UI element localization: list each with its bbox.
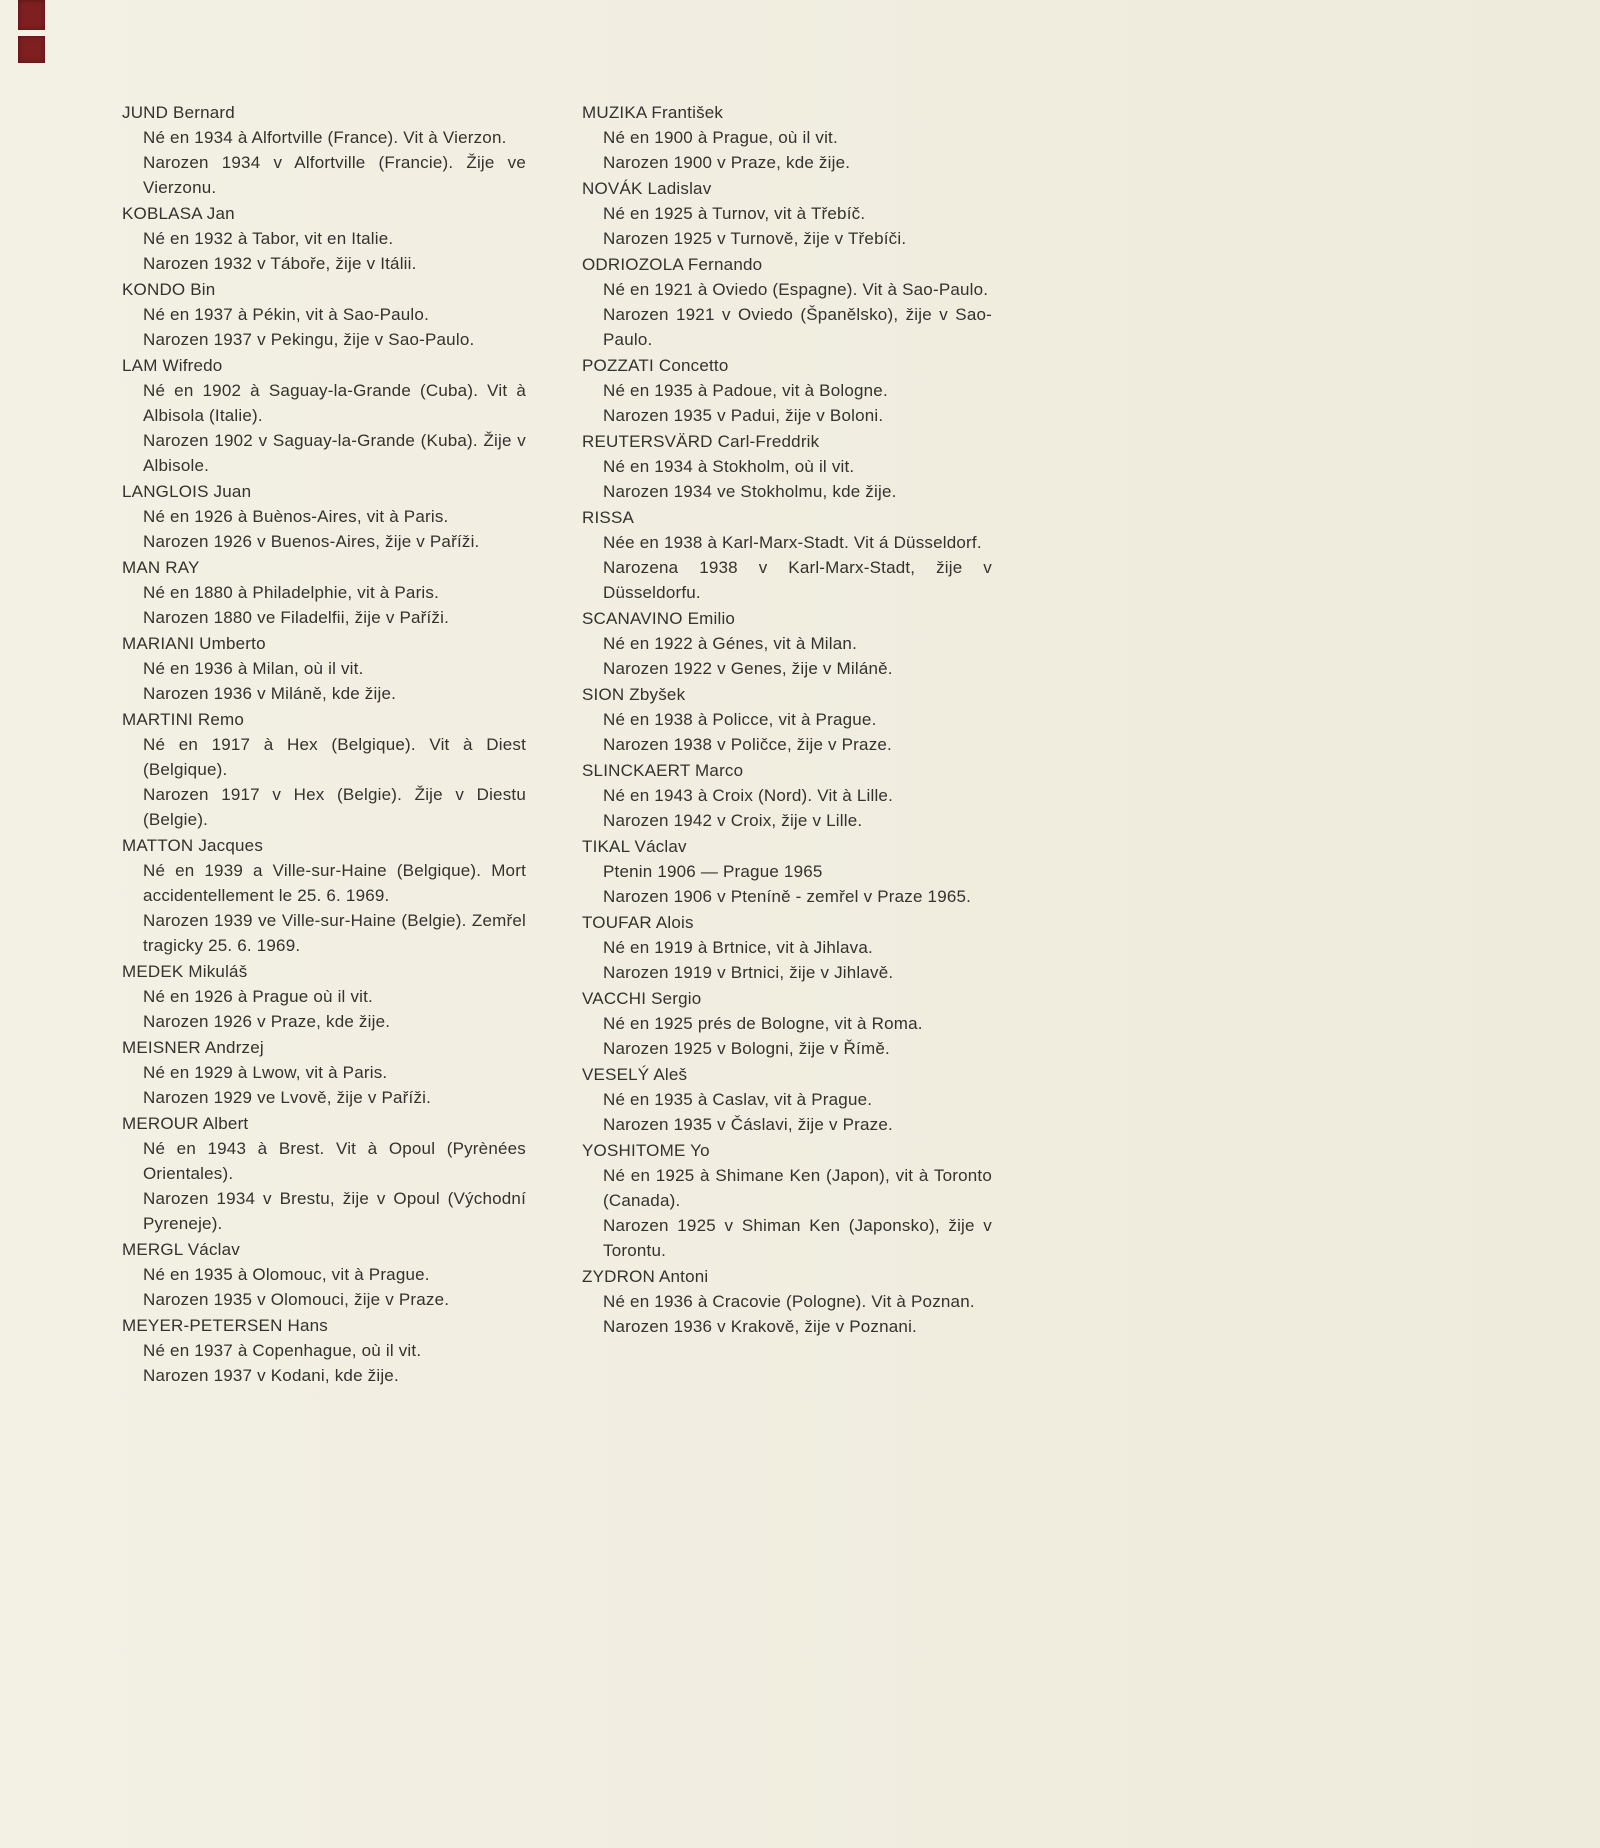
artist-entry (122, 707, 526, 832)
bio-paragraph: Narozena 1938 v Karl-Marx-Stadt, žije v Düsseldorfu. (603, 558, 992, 602)
bio-paragraph: Narozen 1934 ve Stokholmu, kde žije. (603, 482, 897, 501)
bio-paragraph: Né en 1925 à Turnov, vit à Třebíč. (603, 204, 866, 223)
red-registration-mark-bottom (18, 36, 45, 63)
artist-name: VACCHI Sergio (582, 989, 702, 1008)
artist-entry (582, 910, 992, 985)
bio-paragraph: Narozen 1925 v Bologni, žije v Římě. (603, 1039, 890, 1058)
bio-paragraph: Narozen 1921 v Oviedo (Španělsko), žije v Sao-Paulo. (603, 305, 992, 349)
artist-name: MEYER-PETERSEN Hans (122, 1316, 328, 1335)
artist-entry (122, 353, 526, 478)
bio-paragraph: Né en 1917 à Hex (Belgique). Vit à Diest (Belgique). (143, 735, 526, 779)
bio-paragraph: Narozen 1935 v Čáslavi, žije v Praze. (603, 1115, 893, 1134)
biography-column-right (582, 100, 992, 1340)
bio-paragraph: Né en 1932 à Tabor, vit en Italie. (143, 229, 394, 248)
bio-paragraph: Né en 1902 à Saguay-la-Grande (Cuba). Vit à Albisola (Italie). (143, 381, 526, 425)
bio-paragraph: Narozen 1936 v Miláně, kde žije. (143, 684, 397, 703)
bio-paragraph: Né en 1934 à Stokholm, où il vit. (603, 457, 855, 476)
artist-name: NOVÁK Ladislav (582, 179, 712, 198)
artist-name: MEROUR Albert (122, 1114, 249, 1133)
bio-paragraph: Né en 1939 a Ville-sur-Haine (Belgique). Mort accidentellement le 25. 6. 1969. (143, 861, 526, 905)
artist-entry (582, 1138, 992, 1263)
bio-paragraph: Ptenin 1906 — Prague 1965 (603, 862, 823, 881)
artist-entry (122, 1111, 526, 1236)
artist-name: SLINCKAERT Marco (582, 761, 744, 780)
bio-paragraph: Né en 1936 à Milan, où il vit. (143, 659, 364, 678)
artist-entry (122, 631, 526, 706)
bio-paragraph: Né en 1925 prés de Bologne, vit à Roma. (603, 1014, 923, 1033)
bio-paragraph: Né en 1929 à Lwow, vit à Paris. (143, 1063, 388, 1082)
artist-name: LANGLOIS Juan (122, 482, 252, 501)
bio-paragraph: Né en 1935 à Padoue, vit à Bologne. (603, 381, 888, 400)
bio-paragraph: Narozen 1938 v Poličce, žije v Praze. (603, 735, 892, 754)
artist-name: VESELÝ Aleš (582, 1065, 688, 1084)
artist-name: ZYDRON Antoni (582, 1267, 709, 1286)
bio-paragraph: Narozen 1934 v Brestu, žije v Opoul (Východní Pyreneje). (143, 1189, 526, 1233)
artist-name: LAM Wifredo (122, 356, 223, 375)
bio-paragraph: Narozen 1880 ve Filadelfii, žije v Paříži. (143, 608, 450, 627)
bio-paragraph: Né en 1926 à Buènos-Aires, vit à Paris. (143, 507, 449, 526)
artist-entry (122, 555, 526, 630)
red-registration-mark-top (18, 0, 45, 30)
bio-paragraph: Narozen 1925 v Shiman Ken (Japonsko), žije v Torontu. (603, 1216, 992, 1260)
bio-paragraph: Narozen 1919 v Brtnici, žije v Jihlavě. (603, 963, 894, 982)
bio-paragraph: Né en 1925 à Shimane Ken (Japon), vit à Toronto (Canada). (603, 1166, 992, 1210)
bio-paragraph: Né en 1922 à Génes, vit à Milan. (603, 634, 857, 653)
artist-name: TIKAL Václav (582, 837, 687, 856)
artist-entry (122, 277, 526, 352)
bio-paragraph: Narozen 1935 v Olomouci, žije v Praze. (143, 1290, 450, 1309)
artist-entry (582, 252, 992, 352)
artist-entry (582, 100, 992, 175)
bio-paragraph: Né en 1937 à Pékin, vit à Sao-Paulo. (143, 305, 429, 324)
artist-name: MEDEK Mikuláš (122, 962, 248, 981)
artist-name: KOBLASA Jan (122, 204, 235, 223)
artist-entry (582, 1062, 992, 1137)
bio-paragraph: Né en 1935 à Olomouc, vit à Prague. (143, 1265, 430, 1284)
bio-paragraph: Narozen 1926 v Praze, kde žije. (143, 1012, 391, 1031)
artist-entry (582, 1264, 992, 1339)
bio-paragraph: Narozen 1942 v Croix, žije v Lille. (603, 811, 863, 830)
bio-paragraph: Narozen 1937 v Pekingu, žije v Sao-Paulo. (143, 330, 475, 349)
artist-name: MERGL Václav (122, 1240, 240, 1259)
artist-name: JUND Bernard (122, 103, 235, 122)
bio-paragraph: Né en 1880 à Philadelphie, vit à Paris. (143, 583, 440, 602)
bio-paragraph: Narozen 1936 v Krakově, žije v Poznani. (603, 1317, 917, 1336)
artist-name: MAN RAY (122, 558, 200, 577)
artist-entry (582, 986, 992, 1061)
artist-name: MARIANI Umberto (122, 634, 266, 653)
bio-paragraph: Né en 1943 à Croix (Nord). Vit à Lille. (603, 786, 894, 805)
bio-paragraph: Né en 1935 à Caslav, vit à Prague. (603, 1090, 873, 1109)
bio-paragraph: Narozen 1935 v Padui, žije v Boloni. (603, 406, 884, 425)
bio-paragraph: Narozen 1922 v Genes, žije v Miláně. (603, 659, 893, 678)
artist-entry (582, 682, 992, 757)
bio-paragraph: Né en 1934 à Alfortville (France). Vit à Vierzon. (143, 128, 507, 147)
artist-entry (582, 429, 992, 504)
artist-entry (582, 758, 992, 833)
artist-entry (122, 1237, 526, 1312)
bio-paragraph: Né en 1900 à Prague, où il vit. (603, 128, 838, 147)
artist-name: RISSA (582, 508, 635, 527)
bio-paragraph: Narozen 1926 v Buenos-Aires, žije v Paříži. (143, 532, 480, 551)
bio-paragraph: Narozen 1929 ve Lvově, žije v Paříži. (143, 1088, 432, 1107)
artist-entry (122, 959, 526, 1034)
bio-paragraph: Narozen 1902 v Saguay-la-Grande (Kuba). Žije v Albisole. (143, 431, 526, 475)
artist-name: SCANAVINO Emilio (582, 609, 736, 628)
biography-column-left (122, 100, 526, 1389)
bio-paragraph: Né en 1938 à Policce, vit à Prague. (603, 710, 877, 729)
bio-paragraph: Né en 1937 à Copenhague, où il vit. (143, 1341, 422, 1360)
bio-paragraph: Narozen 1900 v Praze, kde žije. (603, 153, 851, 172)
bio-paragraph: Né en 1943 à Brest. Vit à Opoul (Pyrènées Orientales). (143, 1139, 526, 1183)
artist-entry (582, 834, 992, 909)
artist-name: POZZATI Concetto (582, 356, 729, 375)
artist-entry (582, 353, 992, 428)
artist-entry (122, 201, 526, 276)
artist-name: MARTINI Remo (122, 710, 245, 729)
artist-name: MUZIKA František (582, 103, 724, 122)
artist-name: MEISNER Andrzej (122, 1038, 264, 1057)
bio-paragraph: Narozen 1917 v Hex (Belgie). Žije v Diestu (Belgie). (143, 785, 526, 829)
artist-name: SION Zbyšek (582, 685, 686, 704)
artist-name: TOUFAR Alois (582, 913, 694, 932)
artist-entry (122, 479, 526, 554)
artist-entry (122, 833, 526, 958)
bio-paragraph: Né en 1936 à Cracovie (Pologne). Vit à Poznan. (603, 1292, 975, 1311)
bio-paragraph: Narozen 1934 v Alfortville (Francie). Žije ve Vierzonu. (143, 153, 526, 197)
bio-paragraph: Née en 1938 à Karl-Marx-Stadt. Vit á Düsseldorf. (603, 533, 982, 552)
bio-paragraph: Narozen 1925 v Turnově, žije v Třebíči. (603, 229, 907, 248)
bio-paragraph: Né en 1919 à Brtnice, vit à Jihlava. (603, 938, 873, 957)
artist-entry (122, 1035, 526, 1110)
bio-paragraph: Narozen 1937 v Kodani, kde žije. (143, 1366, 399, 1385)
bio-paragraph: Narozen 1939 ve Ville-sur-Haine (Belgie). Zemřel tragicky 25. 6. 1969. (143, 911, 526, 955)
artist-entry (122, 1313, 526, 1388)
bio-paragraph: Narozen 1906 v Pteníně - zemřel v Praze 1965. (603, 887, 972, 906)
bio-paragraph: Né en 1926 à Prague où il vit. (143, 987, 373, 1006)
artist-entry (122, 100, 526, 200)
artist-name: YOSHITOME Yo (582, 1141, 710, 1160)
artist-name: ODRIOZOLA Fernando (582, 255, 763, 274)
artist-name: MATTON Jacques (122, 836, 264, 855)
artist-name: REUTERSVÄRD Carl-Freddrik (582, 432, 820, 451)
artist-entry (582, 505, 992, 605)
artist-entry (582, 606, 992, 681)
bio-paragraph: Né en 1921 à Oviedo (Espagne). Vit à Sao-Paulo. (603, 280, 989, 299)
artist-entry (582, 176, 992, 251)
artist-name: KONDO Bin (122, 280, 216, 299)
bio-paragraph: Narozen 1932 v Táboře, žije v Itálii. (143, 254, 417, 273)
